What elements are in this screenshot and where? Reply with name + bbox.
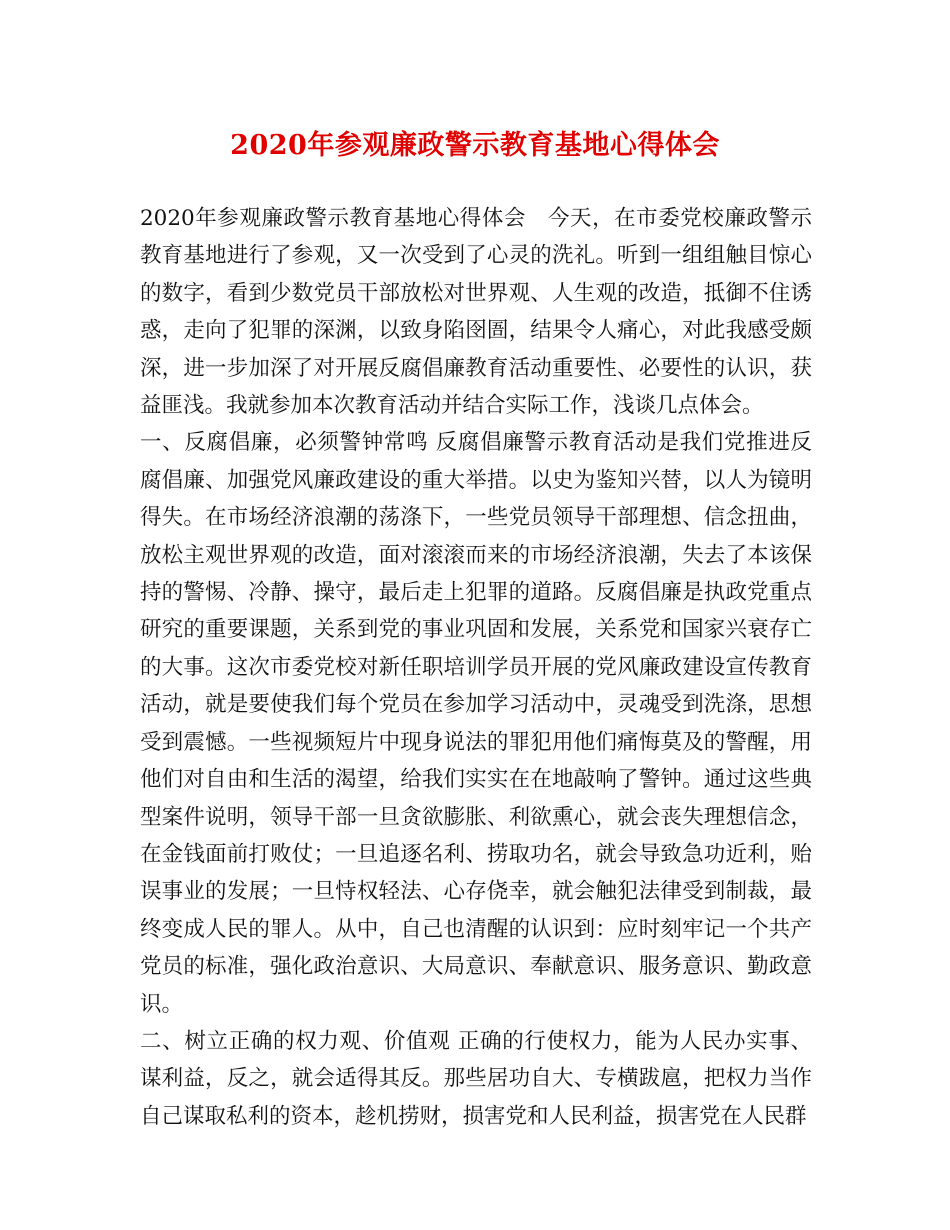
document-body xyxy=(140,200,812,1135)
paragraph-intro: 2020年参观廉政警示教育基地心得体会 今天，在市委党校廉政警示教育基地进行了参观，又一次受到了心灵的洗礼。听到一组组触目惊心的数字，看到少数党员干部放松对世界观、人生观的改造，抵御不住诱惑，走向了犯罪的深渊，以致身陷囹圄，结果令人痛心，对此我感受颇深，进一步加深了对开展反腐倡廉教育活动重要性、必要性的认识，获益匪浅。我就参加本次教育活动并结合实际工作，浅谈几点体会。 xyxy=(140,206,812,419)
paragraph-section-1: 一、反腐倡廉，必须警钟常鸣 反腐倡廉警示教育活动是我们党推进反腐倡廉、加强党风廉政建设的重大举措。以史为鉴知兴替，以人为镜明得失。在市场经济浪潮的荡涤下，一些党员领导干部理想、信念扭曲，放松主观世界观的改造，面对滚滚而来的市场经济浪潮，失去了本该保持的警惕、冷静、操守，最后走上犯罪的道路。反腐倡廉是执政党重点研究的重要课题，关系到党的事业巩固和发展，关系党和国家兴衰存亡的大事。这次市委党校对新任职培训学员开展的党风廉政建设宣传教育活动，就是要使我们每个党员在参加学习活动中，灵魂受到洗涤，思想受到震憾。一些视频短片中现身说法的罪犯用他们痛悔莫及的警醒，用他们对自由和生活的渴望，给我们实实在在地敲响了警钟。通过这些典型案件说明，领导干部一旦贪欲膨胀、利欲熏心，就会丧失理想信念，在金钱面前打败仗；一旦追逐名利、捞取功名，就会导致急功近利，贻误事业的发展；一旦恃权轻法、心存侥幸，就会触犯法律受到制裁，最终变成人民的罪人。从中，自己也清醒的认识到：应时刻牢记一个共产党员的标准，强化政治意识、大局意识、奉献意识、服务意识、勤政意识。 xyxy=(140,430,812,1017)
document-title: 2020年参观廉政警示教育基地心得体会 xyxy=(230,130,720,161)
paragraph-section-2: 二、树立正确的权力观、价值观 正确的行使权力，能为人民办实事、谋利益，反之，就会适得其反。那些居功自大、专横跋扈，把权力当作自己谋取私利的资本，趁机捞财，损害党和人民利益，损害党在人民群 xyxy=(140,1028,812,1129)
